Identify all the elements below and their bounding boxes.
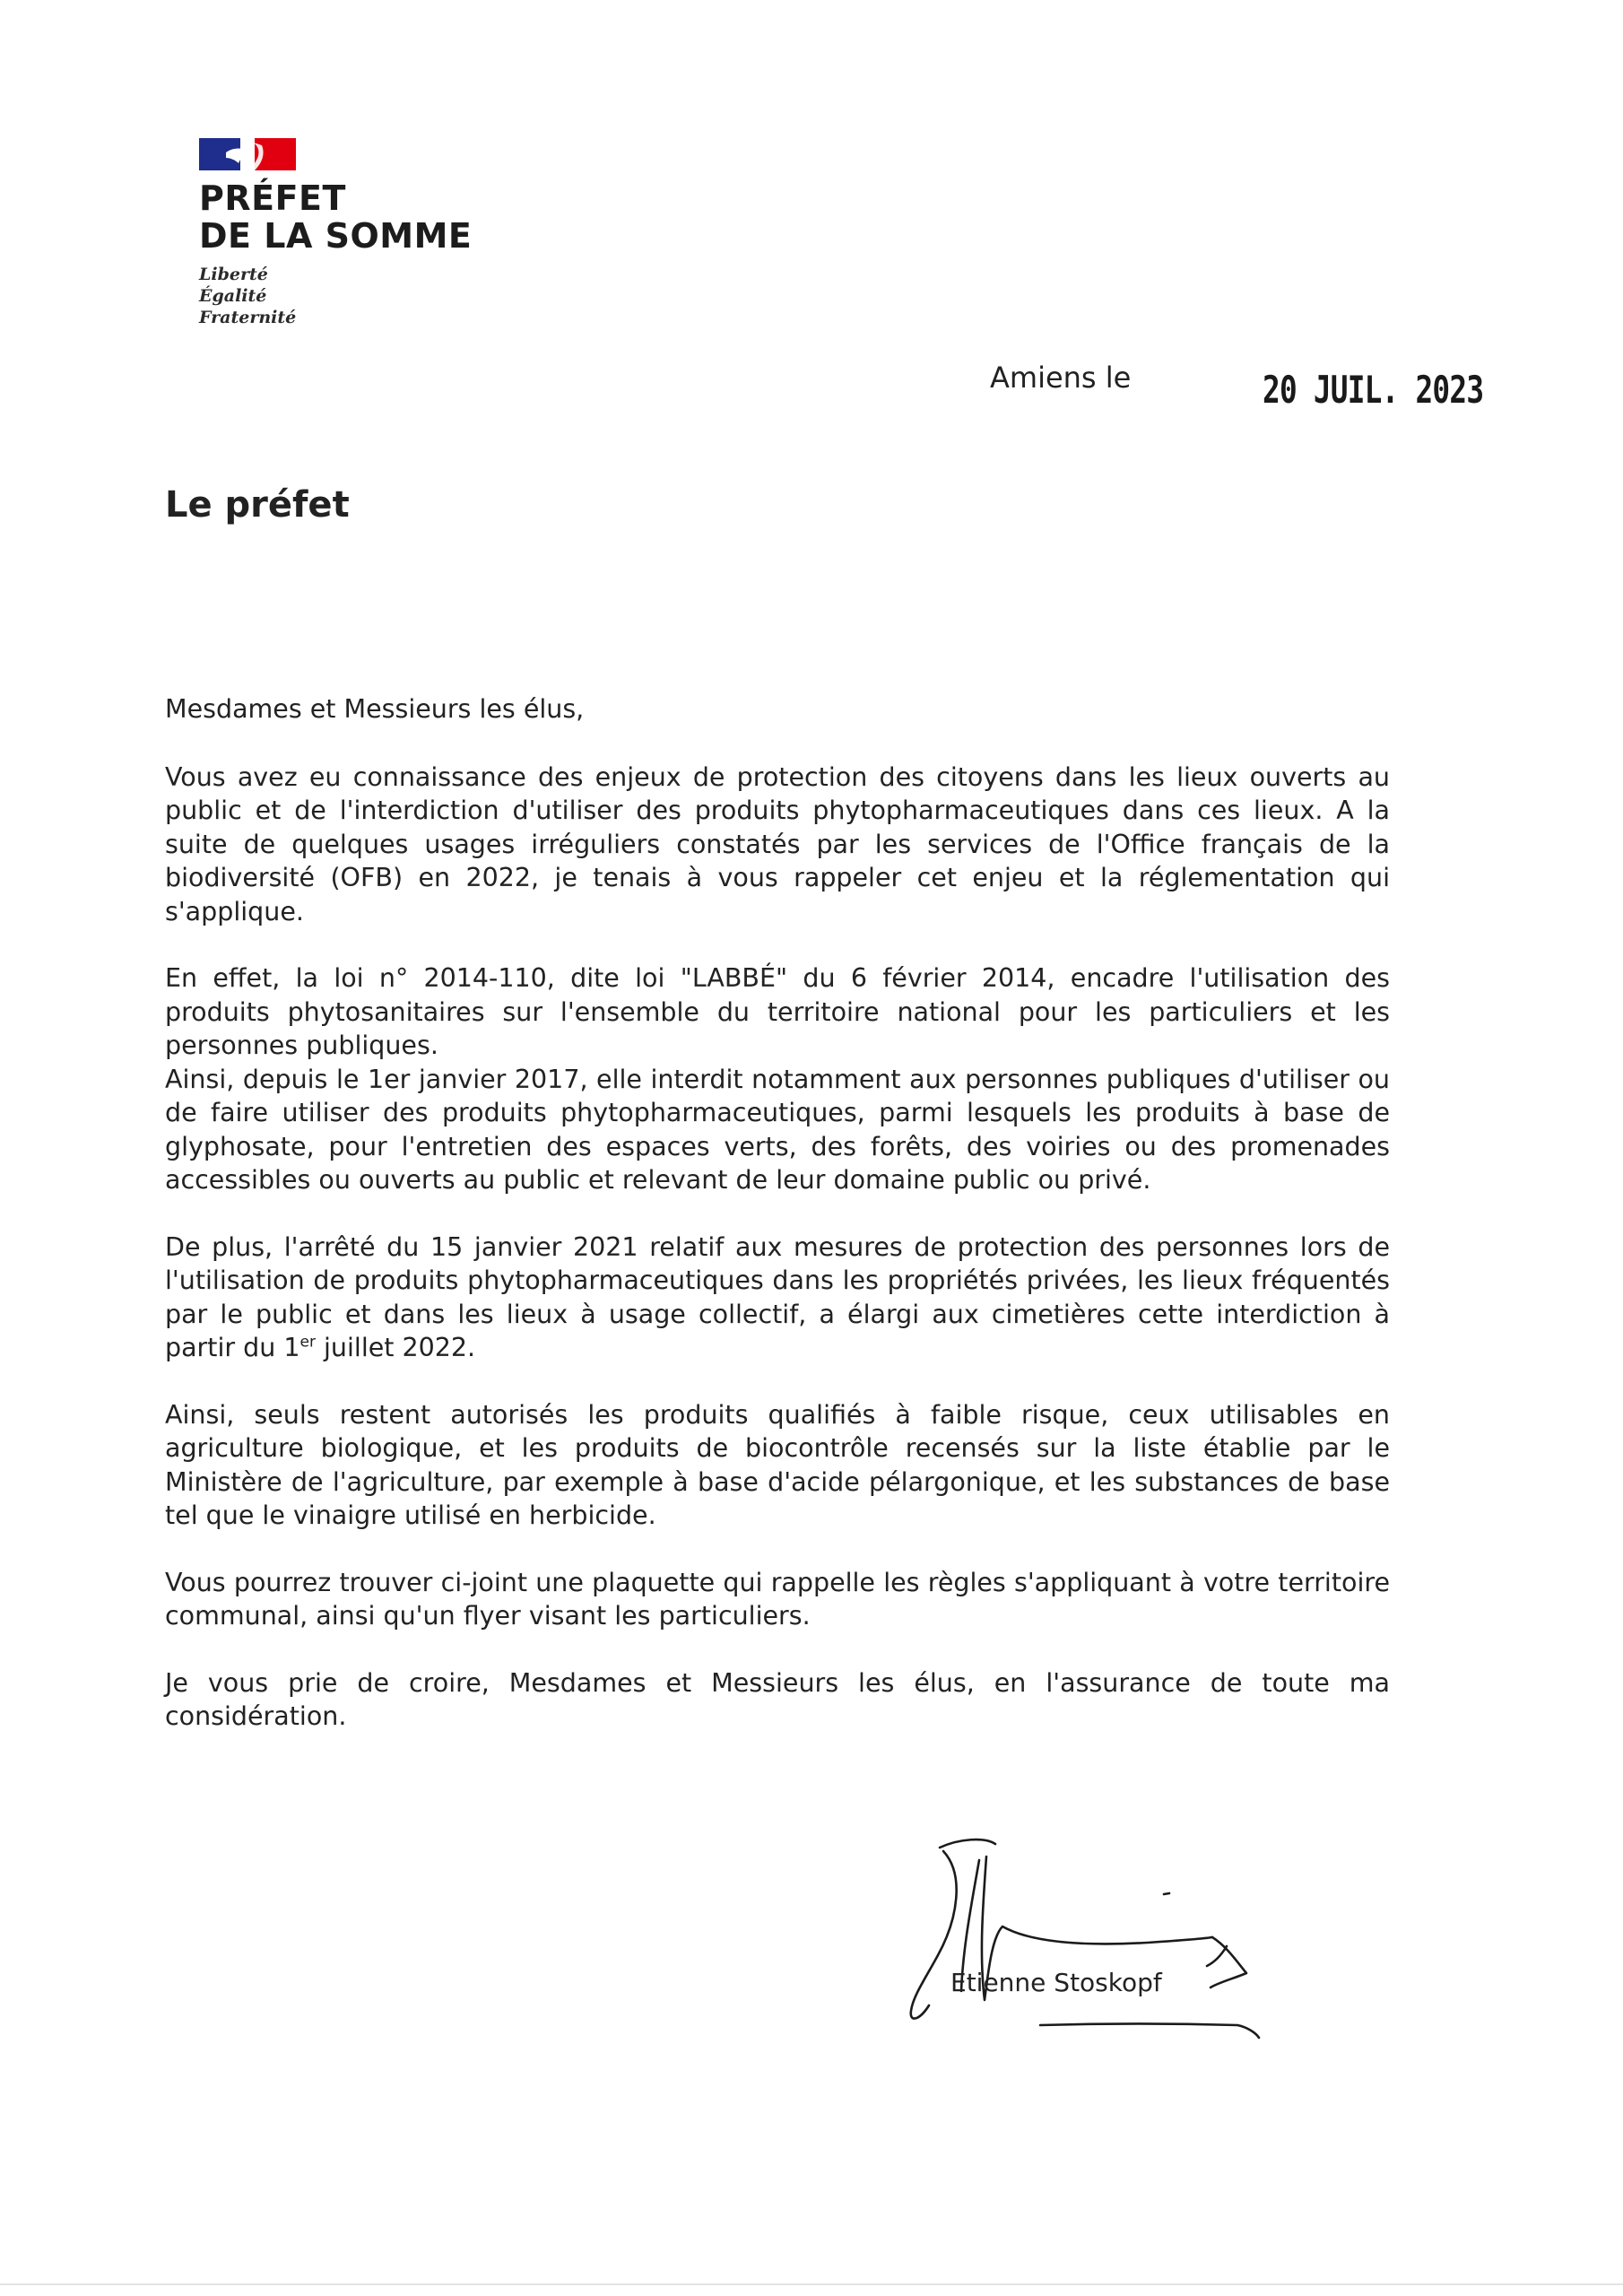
sender-title: Le préfet: [165, 484, 350, 526]
paragraph-4-start: De plus, l'arrêté du 15 janvier 2021 relatif aux mesures de protection des personnes lors de l'utilisation de produits phytopharmaceutiques dans les propriétés privées, les lieux fréquentés par le public et dans les lieux à usage collectif, a élargi aux cimetières cette interdiction à partir du 1: [165, 1231, 1390, 1362]
logo-line-1: PRÉFET: [199, 178, 346, 218]
paragraph-7: Je vous prie de croire, Mesdames et Messieurs les élus, en l'assurance de toute ma considération.: [165, 1667, 1390, 1731]
page-edge-line: [0, 2283, 1623, 2285]
paragraph-4: [165, 1231, 1390, 1365]
date-stamp: 20 JUIL. 2023: [1263, 368, 1484, 412]
motto-fraternite: Fraternité: [199, 308, 297, 327]
salutation: Mesdames et Messieurs les élus,: [165, 694, 585, 724]
paragraph-6: Vous pourrez trouver ci-joint une plaquette qui rappelle les règles s'appliquant à votre territoire communal, ainsi qu'un flyer visant les particuliers.: [165, 1567, 1390, 1631]
paragraph-3: Ainsi, depuis le 1er janvier 2017, elle interdit notamment aux personnes publiques d'utiliser ou de faire utiliser des produits phytopharmaceutiques, parmi lesquels les produits à base de glyphosate, pour l'entretien des espaces verts, des forêts, des voiries ou des promenades accessibles ou ouverts au public et relevant de leur domaine public ou privé.: [165, 1064, 1390, 1195]
letter-body: [165, 692, 1390, 1767]
paragraph-5: Ainsi, seuls restent autorisés les produits qualifiés à faible risque, ceux utilisables en agriculture biologique, et les produits de biocontrôle recensés sur la liste établie par le Ministère de l'agriculture, par exemple à base d'acide pélargonique, et les substances de base tel que le vinaigre utilisé en herbicide.: [165, 1399, 1390, 1530]
ordinal-suffix: er: [299, 1333, 316, 1352]
signatory-name: Etienne Stoskopf: [950, 1968, 1162, 1997]
motto-egalite: Égalité: [199, 286, 267, 306]
logo-line-2: DE LA SOMME: [199, 216, 473, 256]
motto-liberte: Liberté: [199, 265, 268, 284]
paragraph-4-end: juillet 2022.: [315, 1333, 476, 1362]
republic-motto: [199, 264, 296, 328]
dateline-place: Amiens le: [990, 361, 1132, 395]
paragraph-2: En effet, la loi n° 2014-110, dite loi "LABBÉ" du 6 février 2014, encadre l'utilisation des produits phytosanitaires sur l'ensemble du territoire national pour les particuliers et les personnes publiques.: [165, 963, 1390, 1060]
marianne-logo-icon: [199, 135, 296, 172]
prefecture-name: [199, 179, 576, 255]
paragraph-1: Vous avez eu connaissance des enjeux de protection des citoyens dans les lieux ouverts au public et de l'interdiction d'utiliser des produits phytopharmaceutiques dans ces lieux. A la suite de quelques usages irréguliers constatés par les services de l'Office français de la biodiversité (OFB) en 2022, je tenais à vous rappeler cet enjeu et la réglementation qui s'applique.: [165, 761, 1390, 926]
handwritten-signature: [879, 1821, 1309, 2054]
